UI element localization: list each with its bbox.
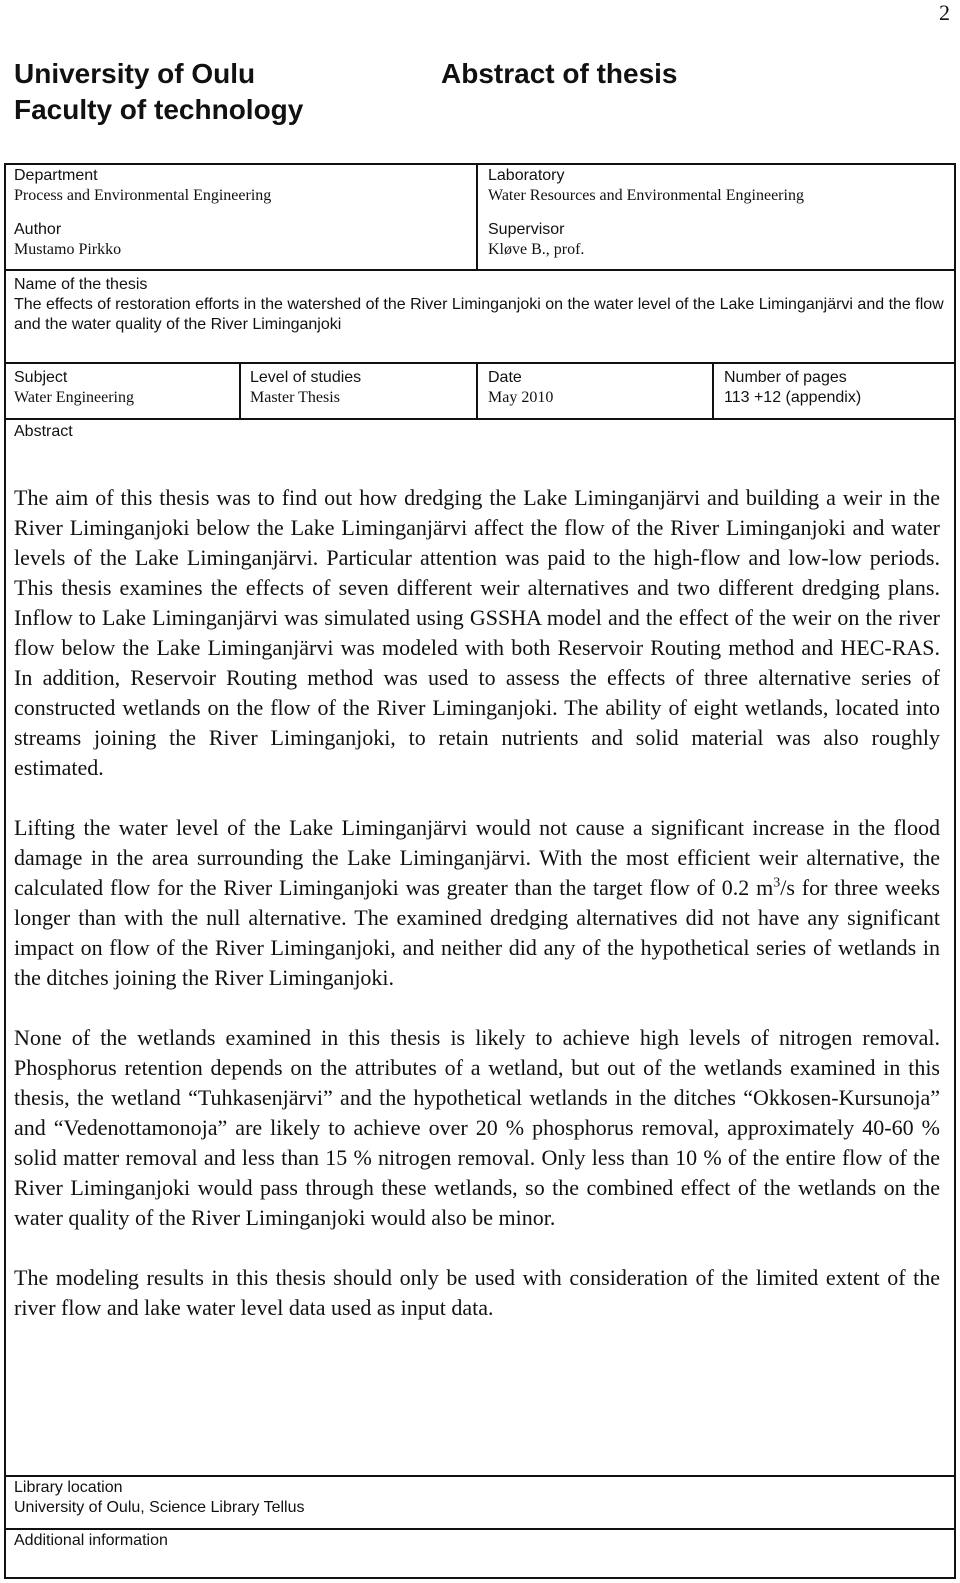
thesis-name-value: The effects of restoration efforts in the watershed of the River Liminganjoki on the water level of the Lake Liminganjärvi and the flow and the water quality of the River Liminganjoki — [14, 296, 944, 333]
author-label: Author — [14, 221, 62, 238]
divider — [6, 1528, 954, 1530]
divider — [6, 362, 954, 364]
abstract-text: Lifting the water level of the Lake Liminganjärvi would not cause a significant increase in the flood damage in the area surrounding the Lake Liminganjärvi. With the most efficient weir alternative, the calculated flow for the River Liminganjoki was greater than the target flow of 0.2 m — [14, 815, 940, 900]
abstract-paragraph: None of the wetlands examined in this thesis is likely to achieve high levels of nitrogen removal. Phosphorus retention depends on the attributes of a wetland, but out of the wetlands examined in this thesis, the wetland “Tuhkasenjärvi” and the hypothetical wetlands in the ditches “Okkosen-Kursunoja” and “Vedenottamonoja” are likely to achieve over 20 % phosphorus removal, approximately 40-60 % solid matter removal and less than 15 % nitrogen removal. Only less than 10 % of the entire flow of the River Liminganjoki would pass through these wetlands, so the combined effect of the wetlands on the water quality of the River Liminganjoki would also be minor. — [14, 1025, 940, 1230]
divider — [476, 362, 478, 419]
library-location-cell — [14, 1478, 305, 1518]
abstract-form — [4, 163, 956, 1579]
supervisor-value: Kløve B., prof. — [488, 241, 585, 258]
pages-label: Number of pages — [724, 369, 847, 386]
abstract-paragraph — [14, 813, 940, 993]
page-number: 2 — [939, 0, 950, 25]
divider — [712, 362, 714, 419]
university-name: University of Oulu — [14, 58, 256, 89]
thesis-name-cell — [14, 275, 944, 335]
date-cell — [488, 368, 553, 408]
abstract-body — [14, 483, 940, 1353]
library-location-value: University of Oulu, Science Library Tellus — [14, 1499, 305, 1516]
department-value: Process and Environmental Engineering — [14, 187, 272, 204]
subject-cell — [14, 368, 134, 408]
author-value: Mustamo Pirkko — [14, 241, 122, 258]
abstract-paragraph: The modeling results in this thesis should only be used with consideration of the limited extent of the river flow and lake water level data used as input data. — [14, 1265, 940, 1320]
faculty-name: Faculty of technology — [14, 94, 304, 125]
divider — [6, 269, 954, 271]
laboratory-cell — [488, 166, 804, 206]
abstract-label: Abstract — [14, 423, 73, 440]
pages-value: 113 +12 (appendix) — [724, 389, 862, 406]
pages-cell — [724, 368, 861, 408]
abstract-paragraph: The aim of this thesis was to find out how dredging the Lake Liminganjärvi and building a weir in the River Liminganjoki below the Lake Liminganjärvi affect the flow of the River Liminganjoki and water levels of the Lake Liminganjärvi. Particular attention was paid to the high-flow and low-low periods. This thesis examines the effects of seven different weir alternatives and two different dredging plans. Inflow to Lake Liminganjärvi was simulated using GSSHA model and the effect of the weir on the river flow below the Lake Liminganjärvi was modeled with both Reservoir Routing method and HEC-RAS. In addition, Reservoir Routing method was used to assess the effects of three alternative series of constructed wetlands on the flow of the River Liminganjoki. The ability of eight wetlands, located into streams joining the River Liminganjoki, to retain nutrients and solid material was also roughly estimated. — [14, 485, 940, 780]
thesis-name-label: Name of the thesis — [14, 276, 148, 293]
subject-label: Subject — [14, 369, 68, 386]
date-value: May 2010 — [488, 389, 554, 406]
abstract-text: /s for three weeks longer than with the null alternative. The examined dredging alternatives did not have any significant impact on flow of the River Liminganjoki, and neither did any of the hypothetical series of wetlands in the ditches joining the River Liminganjoki. — [14, 875, 940, 990]
divider — [476, 165, 478, 271]
page-title: Abstract of thesis — [441, 58, 678, 89]
additional-information-cell — [14, 1531, 168, 1551]
superscript: 3 — [773, 875, 781, 891]
supervisor-cell — [488, 220, 584, 260]
subject-value: Water Engineering — [14, 389, 134, 406]
divider — [239, 362, 241, 419]
laboratory-label: Laboratory — [488, 167, 565, 184]
supervisor-label: Supervisor — [488, 221, 565, 238]
additional-information-label: Additional information — [14, 1532, 168, 1549]
level-of-studies-label: Level of studies — [250, 369, 362, 386]
laboratory-value: Water Resources and Environmental Engineering — [488, 187, 804, 204]
abstract-label-cell — [14, 422, 73, 442]
institution-block — [14, 56, 303, 128]
level-of-studies-value: Master Thesis — [250, 389, 340, 406]
divider — [6, 1475, 954, 1477]
date-label: Date — [488, 369, 522, 386]
author-cell — [14, 220, 121, 260]
department-cell — [14, 166, 271, 206]
divider — [6, 418, 954, 420]
department-label: Department — [14, 167, 98, 184]
library-location-label: Library location — [14, 1479, 123, 1496]
level-of-studies-cell — [250, 368, 361, 408]
